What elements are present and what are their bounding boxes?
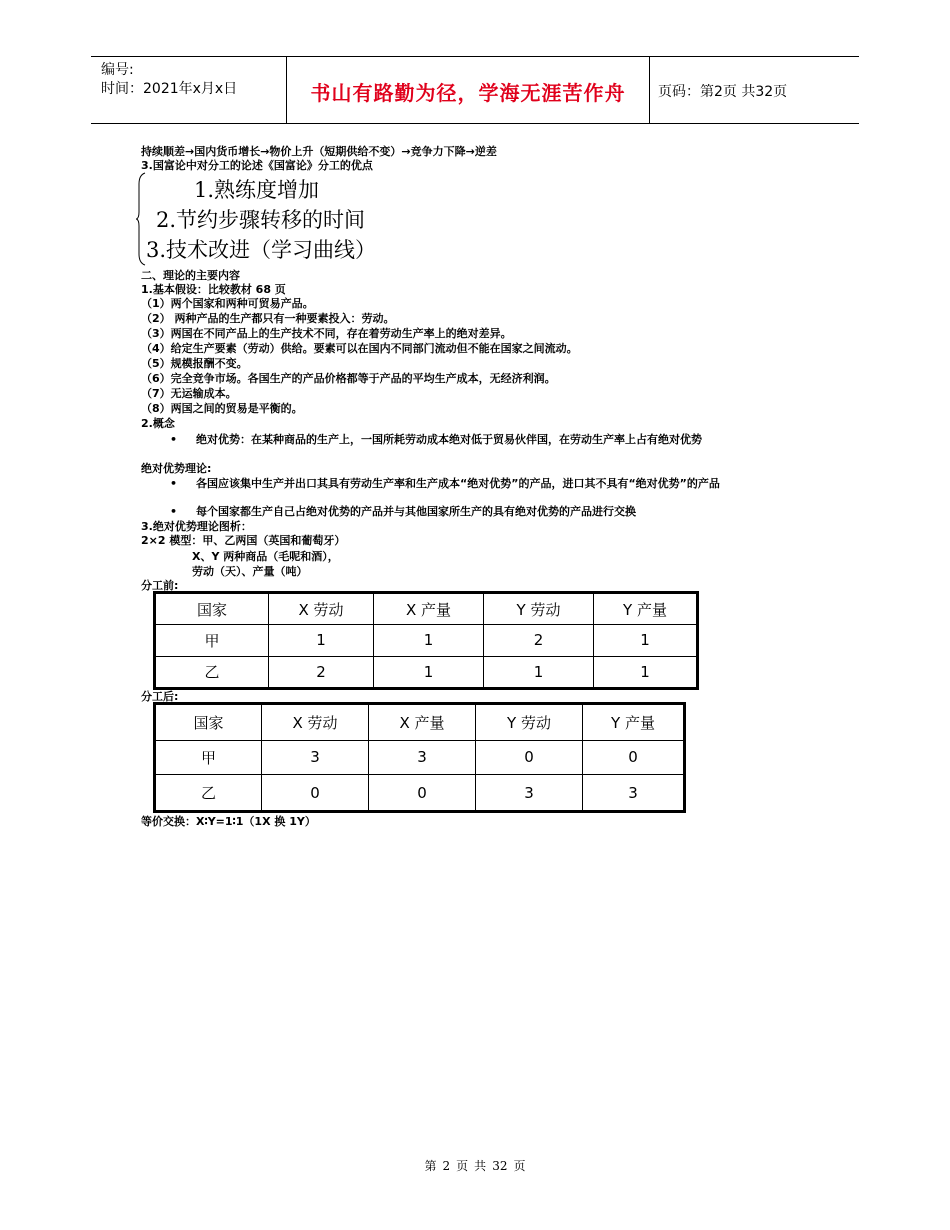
table-row [155,775,685,812]
theory-point: 每个国家都生产自己占绝对优势的产品并与其他国家所生产的具有绝对优势的产品进行交换 [196,505,636,518]
table-header-cell: Y 产量 [583,704,685,741]
time-label: 时间：2021年x月x日 [101,81,238,97]
list-item: （2） 两种产品的生产都只有一种要素投入：劳动。 [141,312,395,325]
table-cell: 3 [262,740,369,775]
table-cell: 1 [374,625,484,656]
table-cell: 1 [269,625,374,656]
section-heading: 2.概念 [141,417,175,430]
footer-text: 第 [424,1159,437,1173]
table-row [155,740,685,775]
table-cell: 1 [484,656,594,688]
text-line: X、Y 两种商品（毛呢和酒）， [192,550,339,563]
page-footer [0,1157,950,1174]
text-line: 劳动（天）、产量（吨） [192,565,308,578]
table-cell: 3 [476,775,583,812]
section-heading: 二、理论的主要内容 [141,269,240,282]
table-cell: 1 [374,656,484,688]
footer-text: 页 [513,1159,526,1173]
table-cell: 甲 [155,625,269,656]
table-header-cell: Y 产量 [594,593,698,625]
table-header-cell: Y 劳动 [476,704,583,741]
list-item: （4）给定生产要素（劳动）供给。要素可以在国内不同部门流动但不能在国家之间流动。 [141,342,578,355]
table-cell: 0 [262,775,369,812]
text-line: 持续顺差→国内货币增长→物价上升（短期供给不变）→竞争力下降→逆差 [141,145,497,158]
table-cell: 0 [476,740,583,775]
footer-text: 页 [456,1159,469,1173]
table-cell: 乙 [155,656,269,688]
table-cell: 乙 [155,775,262,812]
table-header-row [155,704,685,741]
table-row [155,656,698,688]
list-item: （5）规模报酬不变。 [141,357,248,370]
table-cell: 2 [484,625,594,656]
bullet-icon: • [170,477,178,490]
advantage-item: 3.技术改进（学习曲线） [146,238,377,262]
section-heading: 3.绝对优势理论图析： [141,520,252,533]
header-meta [101,61,237,99]
table-header-cell: X 产量 [369,704,476,741]
concept-definition: 绝对优势：在某种商品的生产上，一国所耗劳动成本绝对低于贸易伙伴国，在劳动生产率上占有绝对优势 [196,433,702,446]
list-item: （7）无运输成本。 [141,387,237,400]
table-cell: 甲 [155,740,262,775]
header-motto: 书山有路勤为径，学海无涯苦作舟 [310,81,626,105]
table-header-cell: X 劳动 [269,593,374,625]
table-row [155,625,698,656]
exchange-note: 等价交换：X∶Y=1∶1（1X 换 1Y） [141,815,316,828]
theory-point: 各国应该集中生产并出口其具有劳动生产率和生产成本“绝对优势”的产品，进口其不具有“绝对优势”的产品 [196,477,720,490]
list-item: （6）完全竞争市场。各国生产的产品价格都等于产品的平均生产成本，无经济利润。 [141,372,556,385]
table-cell: 1 [594,656,698,688]
list-item: （8）两国之间的贸易是平衡的。 [141,402,303,415]
table-header-cell: 国家 [155,704,262,741]
advantage-item: 1.熟练度增加 [194,178,320,202]
table-caption: 分工后: [141,690,179,703]
table-cell: 3 [369,740,476,775]
footer-text: 共 [474,1159,487,1173]
left-brace-icon [136,172,146,266]
footer-page-total: 32 [492,1159,508,1173]
table-cell: 1 [594,625,698,656]
table-cell: 0 [369,775,476,812]
table-cell: 3 [583,775,685,812]
page-header [91,56,859,124]
text-line: 2×2 模型：甲、乙两国（英国和葡萄牙） [141,534,346,547]
table-header-cell: 国家 [155,593,269,625]
table-header-cell: X 劳动 [262,704,369,741]
table-cell: 0 [583,740,685,775]
bullet-icon: • [170,505,178,518]
header-page-label: 页码：第2页 共32页 [658,84,788,100]
header-divider [649,57,650,123]
section-heading: 绝对优势理论: [141,462,212,475]
table-header-row [155,593,698,625]
list-item: （1）两个国家和两种可贸易产品。 [141,297,314,310]
bullet-icon: • [170,433,178,446]
table-after [153,702,686,813]
section-heading: 1.基本假设：比较教材 68 页 [141,283,286,296]
section-heading: 3.国富论中对分工的论述《国富论》分工的优点 [141,159,373,172]
advantage-item: 2.节约步骤转移的时间 [156,208,366,232]
table-before [153,591,699,690]
list-item: （3）两国在不同产品上的生产技术不同，存在着劳动生产率上的绝对差异。 [141,327,512,340]
table-header-cell: X 产量 [374,593,484,625]
table-header-cell: Y 劳动 [484,593,594,625]
serial-label: 编号: [101,62,134,78]
table-caption: 分工前: [141,579,179,592]
footer-page-number: 2 [442,1159,451,1173]
table-cell: 2 [269,656,374,688]
